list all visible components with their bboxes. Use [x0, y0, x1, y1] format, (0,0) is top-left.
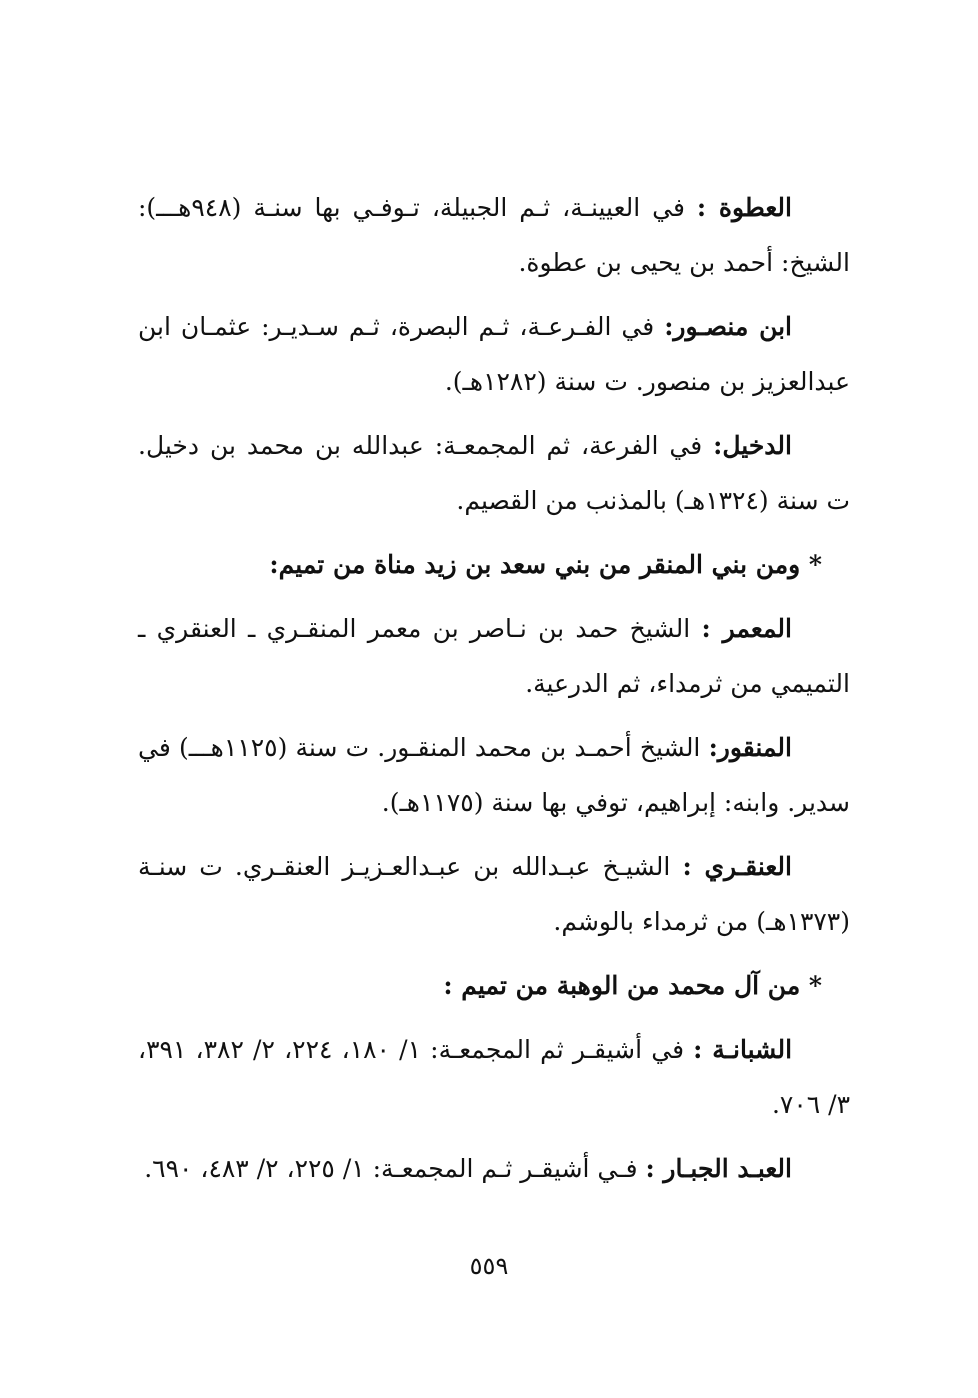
- entry-heading: العبـد الجبـار :: [645, 1154, 792, 1183]
- entry-text: في الفـرعـة، ثـم البصرة، ثـم سـديـر: عثمـان ابن عبدالعزيز بن منصور. ت سنة (١٢٨٢هـ).: [138, 312, 850, 396]
- entry-heading: ابن منصـور:: [664, 312, 792, 341]
- entry-al-shabana: [138, 1022, 850, 1132]
- entry-ibn-mansour: [138, 299, 850, 409]
- entry-text: في الفرعة، ثم المجمعـة: عبدالله بن محمد بن دخيل. ت سنة (١٣٢٤هـ) بالمذنب من القصيم.: [138, 431, 850, 515]
- section-heading-al-muhammad: [138, 958, 850, 1013]
- entry-heading: الشبانـة :: [693, 1035, 793, 1064]
- entry-text: الشيـخ عبـدالله بن عبـدالعـزيـز العنقـري. ت سنـة (١٣٧٣هـ) من ثرمداء بالوشم.: [138, 852, 850, 936]
- entry-al-anqari: [138, 839, 850, 949]
- page-body: [138, 180, 850, 1205]
- entry-heading: المنقور:: [708, 733, 792, 762]
- section-heading-text: * ومن بني المنقر من بني سعد بن زيد مناة من تميم:: [269, 550, 822, 579]
- entry-heading: العنقـري :: [682, 852, 792, 881]
- entry-text: الشيخ حمد بن نـاصر بن معمر المنقـري ـ العنقري ـ التميمي من ثرمداء، ثم الدرعية.: [138, 614, 850, 698]
- entry-al-abd-al-jabbar: [138, 1141, 850, 1196]
- entry-heading: الدخيل:: [713, 431, 792, 460]
- entry-text: في أشيقـر ثم المجمعـة: ١/ ١٨٠، ٢٢٤، ٢/ ٣٨٢، ٣٩١، ٣/ ٧٠٦.: [138, 1035, 850, 1119]
- entry-al-muammar: [138, 601, 850, 711]
- entry-al-manqour: [138, 720, 850, 830]
- entry-text: في العيينـة، ثـم الجبيلة، تـوفـي بها سنـة (٩٤٨هـــ): الشيخ: أحمد بن يحيى بن عطوة.: [138, 193, 850, 277]
- entry-heading: العطوة :: [696, 193, 793, 222]
- section-heading-text: * من آل محمد من الوهبة من تميم :: [443, 971, 822, 1000]
- entry-al-atwa: [138, 180, 850, 290]
- page-number: ٥٥٩: [469, 1252, 509, 1280]
- entry-heading: المعمر :: [701, 614, 793, 643]
- entry-text: فـي أشيقـر ثـم المجمعـة: ١/ ٢٢٥، ٢/ ٤٨٣، ٦٩٠.: [144, 1154, 646, 1183]
- section-heading-bani-al-minqar: [138, 537, 850, 592]
- entry-al-dakhil: [138, 418, 850, 528]
- entry-text: الشيخ أحمـد بن محمد المنقـور. ت سنة (١١٢٥هـــ) في سدير. وابنه: إبراهيم، توفي بها سنة (١١٧٥هـ).: [138, 733, 850, 817]
